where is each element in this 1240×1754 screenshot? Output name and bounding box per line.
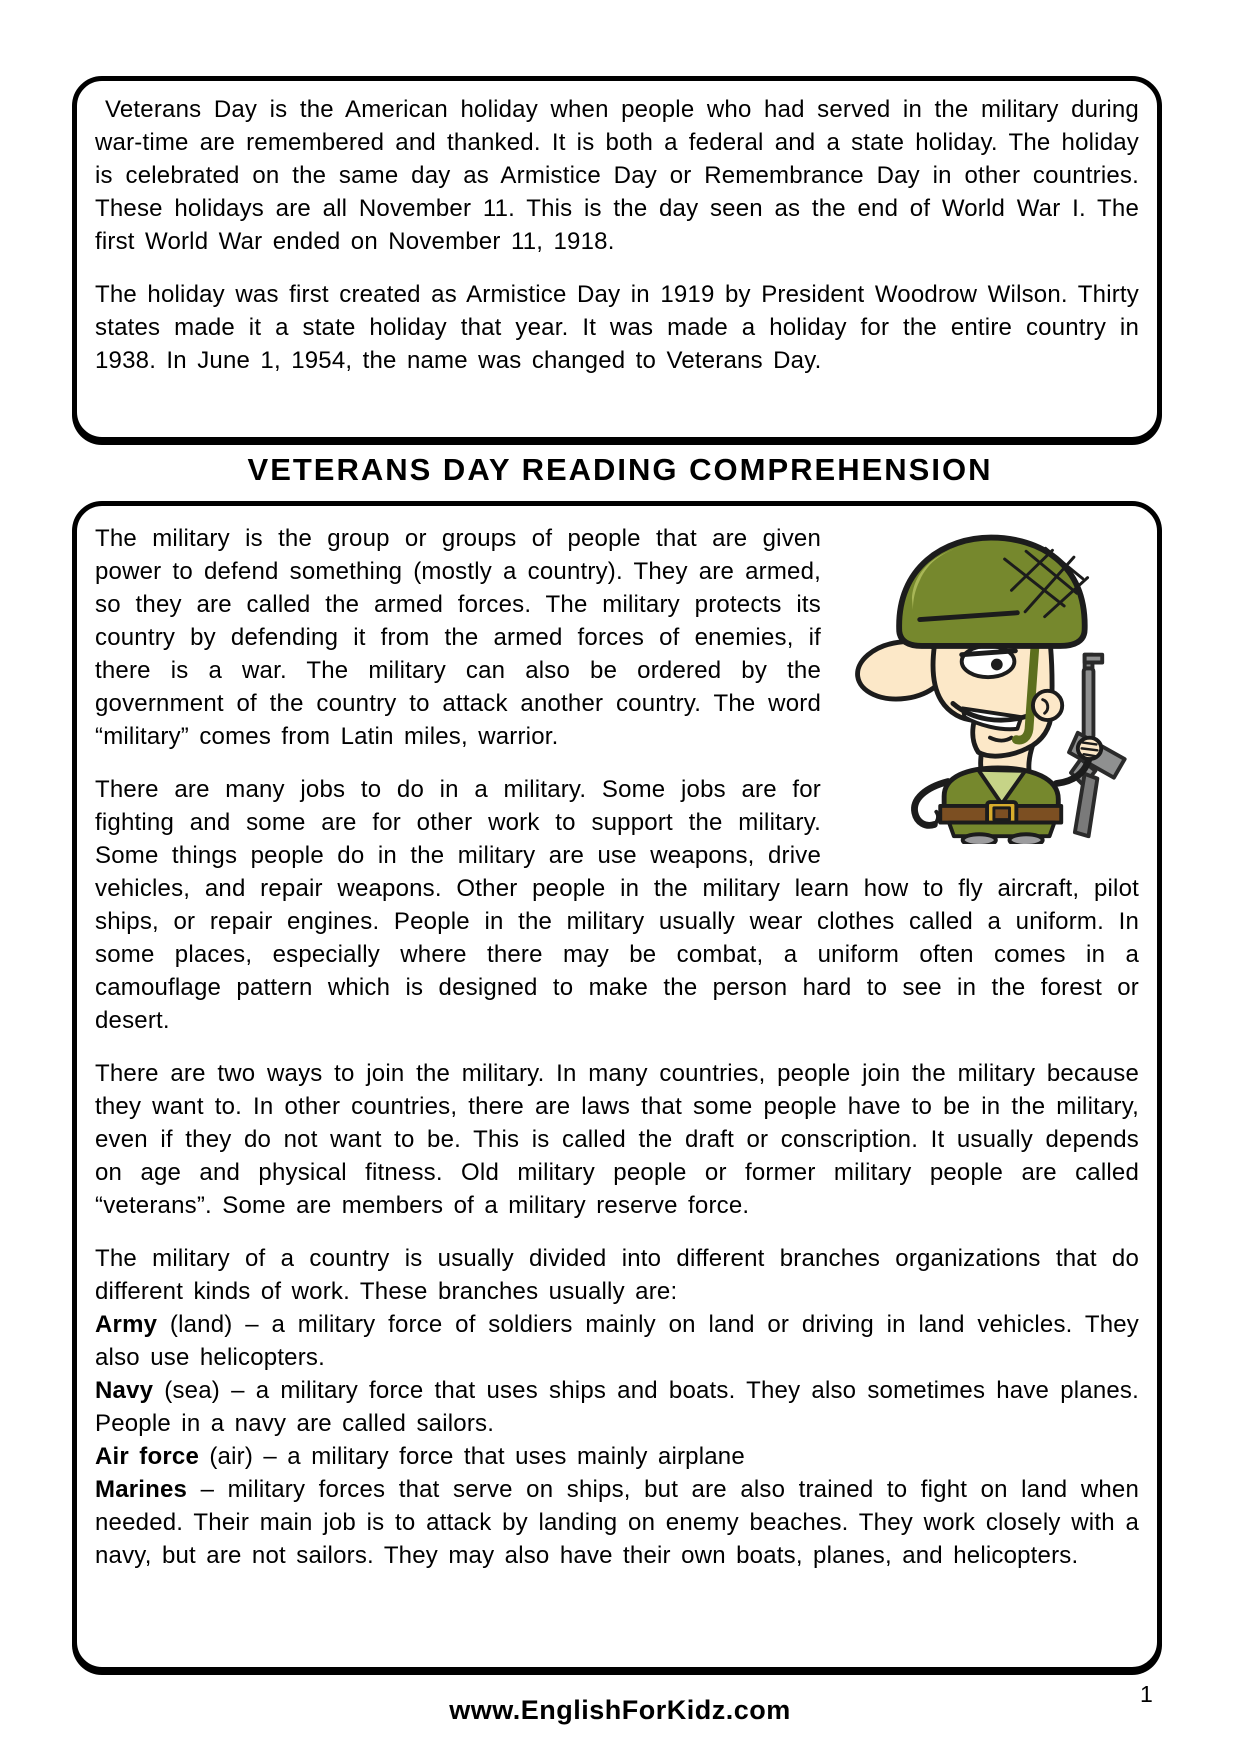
branch-army-definition: (land) – a military force of soldiers mainly on land or driving in land vehicles. They also use helicopters. [95,1311,1139,1371]
intro-box [72,76,1162,442]
cartoon-soldier-image [841,522,1139,844]
page-number: 1 [1140,1681,1153,1707]
branch-navy-term: Navy [95,1377,154,1404]
footer-url: www.EnglishForKidz.com [449,1695,791,1725]
reading-paragraph-1: The military is the group or groups of people that are given power to defend something (mostly a country). They are armed, so they are called the armed forces. The military protects its country by defending it from the armed forces of enemies, if there is a war. The military can also be ordered by the government of the country to attack another country. The word “military” comes from Latin miles, warrior. [95,525,821,750]
reading-box [72,501,1162,1672]
intro-paragraph-2: The holiday was first created as Armistice Day in 1919 by President Woodrow Wilson. Thirty states made it a state holiday that year. It was made a holiday for the entire country in 1938. In June 1, 1954, the name was changed to Veterans Day. [95,281,1139,374]
reading-paragraph-3: There are two ways to join the military. In many countries, people join the military because they want to. In other countries, there are laws that some people have to be in the military, even if they do not want to be. This is called the draft or conscription. It usually depends on age and physical fitness. Old military people or former military people are called “veterans”. Some are members of a military reserve force. [95,1060,1139,1219]
branch-marines [95,1473,1139,1572]
branch-navy-definition: (sea) – a military force that uses ships and boats. They also sometimes have planes. People in a navy are called sailors. [95,1377,1139,1437]
branches-intro: The military of a country is usually divided into different branches organizations that do different kinds of work. These branches usually are: [95,1245,1139,1305]
branch-navy [95,1374,1139,1440]
intro-paragraph-1: Veterans Day is the American holiday when people who had served in the military during war-time are remembered and thanked. It is both a federal and a state holiday. The holiday is celebrated on the same day as Armistice Day or Remembrance Day in other countries. These holidays are all November 11. This is the day seen as the end of World War I. The first World War ended on November 11, 1918. [95,96,1139,255]
reading-paragraph-2: There are many jobs to do in a military. Some jobs are for fighting and some are for other work to support the military. Some things people do in the military are use weapons, drive vehicles, and repair weapons. Other people in the military learn how to fly aircraft, pilot ships, or repair engines. People in the military usually wear clothes called a uniform. In some places, especially where there may be combat, a uniform often comes in a camouflage pattern which is designed to make the person hard to see in the forest or desert. [95,776,1139,1034]
branch-army [95,1308,1139,1374]
branch-air-force-definition: (air) – a military force that uses mainly airplane [199,1443,745,1470]
branch-air-force-term: Air force [95,1443,199,1470]
branch-marines-definition: – military forces that serve on ships, but are also trained to fight on land when needed. Their main job is to attack by landing on enemy beaches. They work closely with a navy, but are not sailors. They may also have their own boats, planes, and helicopters. [95,1476,1139,1569]
page-title: VETERANS DAY READING COMPREHENSION [247,452,993,487]
branch-marines-term: Marines [95,1476,188,1503]
branch-air-force [95,1440,1139,1473]
branch-army-term: Army [95,1311,158,1338]
